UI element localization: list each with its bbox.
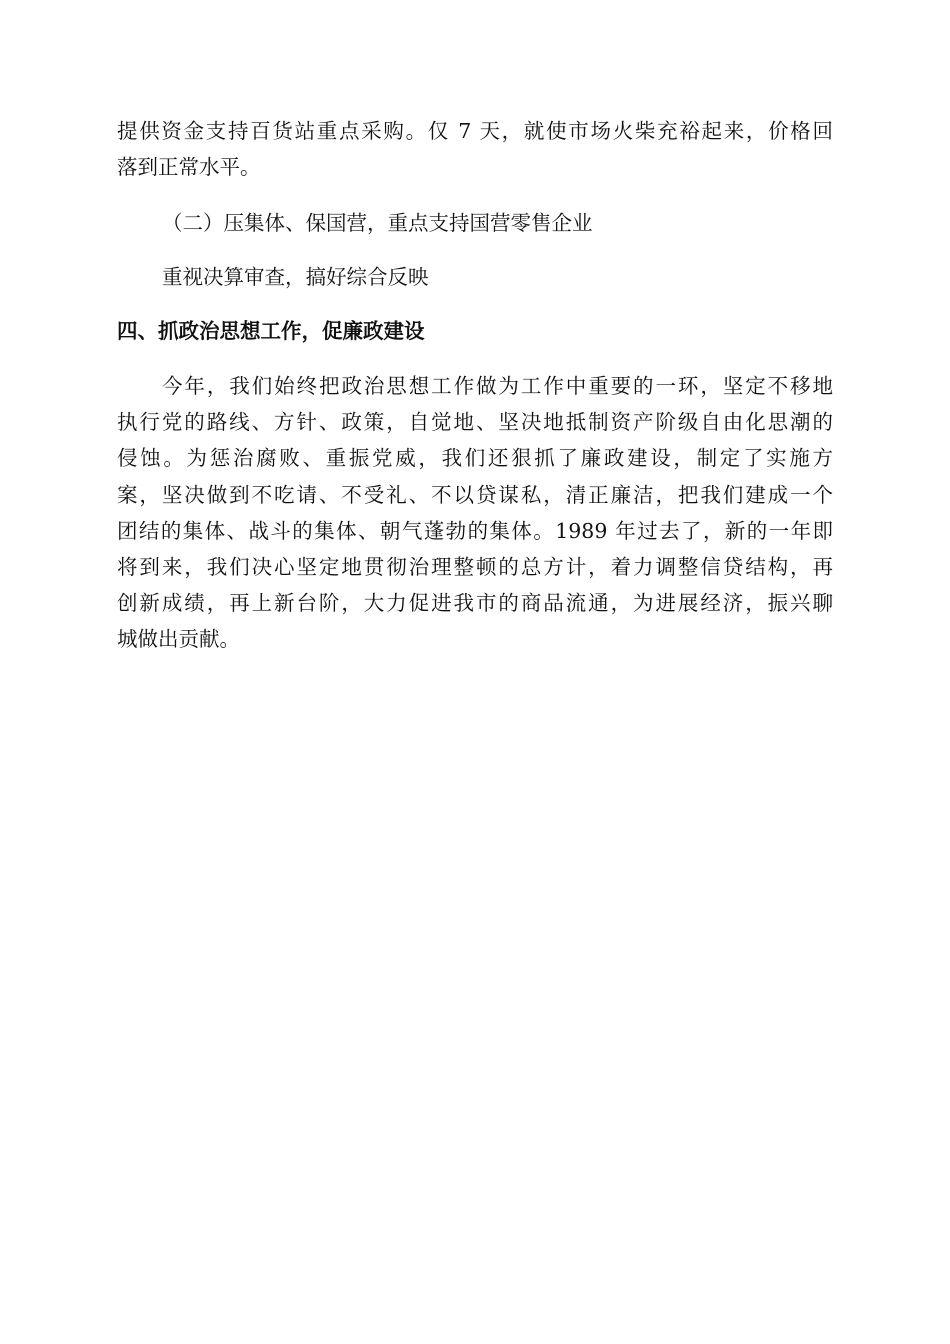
paragraph-line: 案，坚决做到不吃请、不受礼、不以贷谋私，清正廉洁，把我们建成一个 xyxy=(117,482,833,507)
paragraph-line: 团结的集体、战斗的集体、朝气蓬勃的集体。1989 年过去了，新的一年即 xyxy=(117,518,833,543)
paragraph-procurement xyxy=(117,113,833,185)
paragraph-line: 提供资金支持百货站重点采购。仅 7 天，就使市场火柴充裕起来，价格回 xyxy=(117,119,833,143)
paragraph-political-work xyxy=(117,368,833,658)
paragraph-line: 创新成绩，再上新台阶，大力促进我市的商品流通，为进展经济，振兴聊 xyxy=(117,591,833,616)
paragraph-line: 执行党的路线、方针、政策，自觉地、坚决地抵制资产阶级自由化思潮的 xyxy=(117,410,833,435)
subline-audit: 重视决算审查，搞好综合反映 xyxy=(162,265,429,289)
paragraph-line: 侵蚀。为惩治腐败、重振党威，我们还狠抓了廉政建设，制定了实施方 xyxy=(117,446,833,471)
subheading-state-retail: （二）压集体、保国营，重点支持国营零售企业 xyxy=(162,211,593,235)
paragraph-line: 城做出贡献。 xyxy=(117,627,240,652)
paragraph-line: 落到正常水平。 xyxy=(117,155,261,180)
paragraph-line: 今年，我们始终把政治思想工作做为工作中重要的一环，坚定不移地 xyxy=(162,374,833,398)
paragraph-line: 将到来，我们决心坚定地贯彻治理整顿的总方计，着力调整信贷结构，再 xyxy=(117,555,833,580)
section-heading: 四、抓政治思想工作，促廉政建设 xyxy=(117,319,425,343)
